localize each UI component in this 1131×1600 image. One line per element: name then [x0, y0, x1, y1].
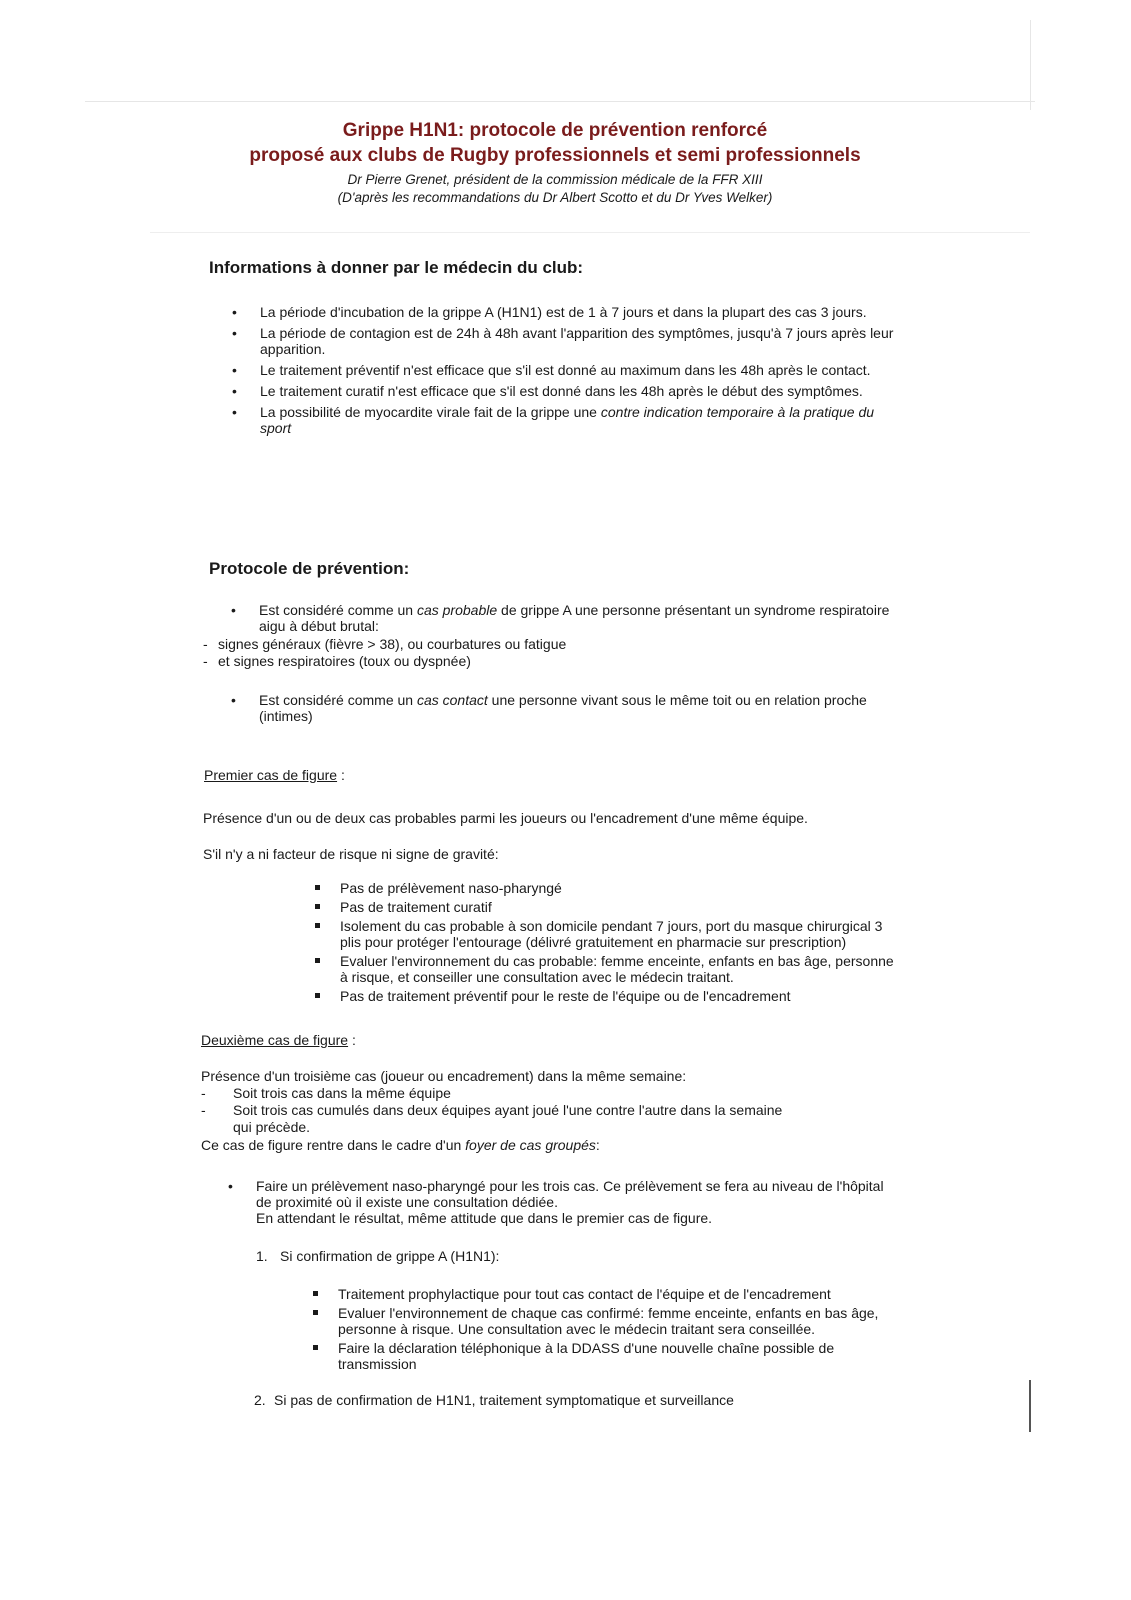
case2-sample-list	[228, 1178, 903, 1231]
list-item: • Faire un prélèvement naso-pharyngé pour les trois cas. Ce prélèvement se fera au niveau de l'hôpital de proximité où il existe une consultation dédiée. En attendant le résultat, même attitude que dans le premier cas de figure.	[228, 1178, 903, 1226]
list-item	[232, 404, 897, 436]
section-heading-information: Informations à donner par le médecin du club:	[209, 258, 584, 277]
scan-artifact-edge	[1030, 20, 1031, 110]
list-item	[231, 692, 891, 724]
dash-item-text: et signes respiratoires (toux ou dyspnée)	[218, 653, 471, 669]
numbered-item-2: 2. Si pas de confirmation de H1N1, traitement symptomatique et surveillance	[254, 1392, 734, 1408]
case2-heading-text: Deuxième cas de figure	[201, 1032, 349, 1048]
section-heading-protocol: Protocole de prévention:	[209, 559, 410, 578]
document-header	[150, 118, 960, 207]
item-emphasis: contre indication temporaire à la pratique du sport	[260, 404, 875, 436]
numbered-item-1: 1. Si confirmation de grippe A (H1N1):	[256, 1248, 500, 1264]
case2-heading: Deuxième cas de figure :	[201, 1032, 356, 1048]
list-item: Pas de prélèvement naso-pharyngé	[313, 880, 903, 896]
scan-artifact-top	[85, 101, 1035, 102]
list-item: • La période de contagion est de 24h à 48h avant l'apparition des symptômes, jusqu'à 7 jours après leur apparition.	[232, 325, 897, 357]
sample-wait: En attendant le résultat, même attitude que dans le premier cas de figure.	[256, 1210, 713, 1226]
author-line2: (D'après les recommandations du Dr Albert Scotto et du Dr Yves Welker)	[337, 190, 773, 205]
list-item: Pas de traitement curatif	[313, 899, 903, 915]
list-item: Traitement prophylactique pour tout cas contact de l'équipe et de l'encadrement	[311, 1286, 906, 1302]
list-item: Evaluer l'environnement du cas probable: femme enceinte, enfants en bas âge, personne à risque, et conseiller une consultation avec le médecin traitant.	[313, 953, 903, 985]
information-list	[232, 304, 897, 441]
case1-actions-list	[313, 880, 903, 1007]
dash-item-text: Soit trois cas dans la même équipe	[233, 1085, 451, 1101]
probable-case-definition	[231, 602, 891, 639]
scan-artifact-right	[1029, 1380, 1031, 1432]
dash-item-text: Soit trois cas cumulés dans deux équipes ayant joué l'une contre l'autre dans la semaine qui précède.	[233, 1102, 783, 1135]
list-item: Faire la déclaration téléphonique à la DDASS d'une nouvelle chaîne possible de transmission	[311, 1340, 906, 1372]
item-emphasis: cas probable	[416, 602, 498, 618]
author-line1: Dr Pierre Grenet, président de la commission médicale de la FFR XIII	[347, 172, 763, 187]
dash-item: - signes généraux (fièvre > 38), ou courbatures ou fatigue	[203, 636, 567, 652]
case1-heading-text: Premier cas de figure	[204, 767, 338, 783]
list-item: • Le traitement préventif n'est efficace que s'il est donné au maximum dans les 48h après le contact.	[232, 362, 897, 378]
item-text: de grippe A une personne présentant un syndrome respiratoire aigu à début brutal:	[259, 602, 890, 634]
scan-artifact-mid	[150, 232, 1030, 233]
case1-intro: Présence d'un ou de deux cas probables parmi les joueurs ou l'encadrement d'une même équipe.	[203, 810, 808, 826]
case2-cluster: Ce cas de figure rentre dans le cadre d'un foyer de cas groupés:	[201, 1137, 600, 1153]
list-item: • Le traitement curatif n'est efficace que s'il est donné dans les 48h après le début des symptômes.	[232, 383, 897, 399]
list-item: Isolement du cas probable à son domicile pendant 7 jours, port du masque chirurgical 3 plis pour protéger l'entourage (délivré gratuitement en pharmacie sur prescription)	[313, 918, 903, 950]
case2-intro: Présence d'un troisième cas (joueur ou encadrement) dans la même semaine:	[201, 1068, 687, 1084]
item-text: Est considéré comme un	[259, 602, 417, 618]
case1-condition: S'il n'y a ni facteur de risque ni signe de gravité:	[203, 846, 499, 862]
item-text: La possibilité de myocardite virale fait de la grippe une	[260, 404, 601, 420]
dash-item-text: signes généraux (fièvre > 38), ou courbatures ou fatigue	[218, 636, 567, 652]
case1-heading: Premier cas de figure :	[204, 767, 345, 783]
document-title-line1: Grippe H1N1: protocole de prévention renforcé	[342, 120, 768, 141]
list-item: Pas de traitement préventif pour le reste de l'équipe ou de l'encadrement	[313, 988, 903, 1004]
item-text: une personne vivant sous le même toit ou en relation proche (intimes)	[259, 692, 867, 724]
document-title-line2: proposé aux clubs de Rugby professionnels et semi professionnels	[249, 145, 861, 166]
contact-case-definition	[231, 692, 891, 729]
list-item: • La période d'incubation de la grippe A (H1N1) est de 1 à 7 jours et dans la plupart des cas 3 jours.	[232, 304, 897, 320]
list-item	[231, 602, 891, 634]
list-item: Evaluer l'environnement de chaque cas confirmé: femme enceinte, enfants en bas âge, personne à risque. Une consultation avec le médecin traitant sera conseillée.	[311, 1305, 906, 1337]
item-emphasis: cas contact	[416, 692, 488, 708]
confirmation-actions-list	[311, 1286, 906, 1375]
item-emphasis: foyer de cas groupés	[465, 1137, 596, 1153]
dash-item: - Soit trois cas cumulés dans deux équipes ayant joué l'une contre l'autre dans la semaine qui précède.	[201, 1102, 801, 1136]
item-text: Est considéré comme un	[259, 692, 417, 708]
dash-item: - et signes respiratoires (toux ou dyspnée)	[203, 653, 471, 669]
dash-item: - Soit trois cas dans la même équipe	[201, 1085, 451, 1101]
